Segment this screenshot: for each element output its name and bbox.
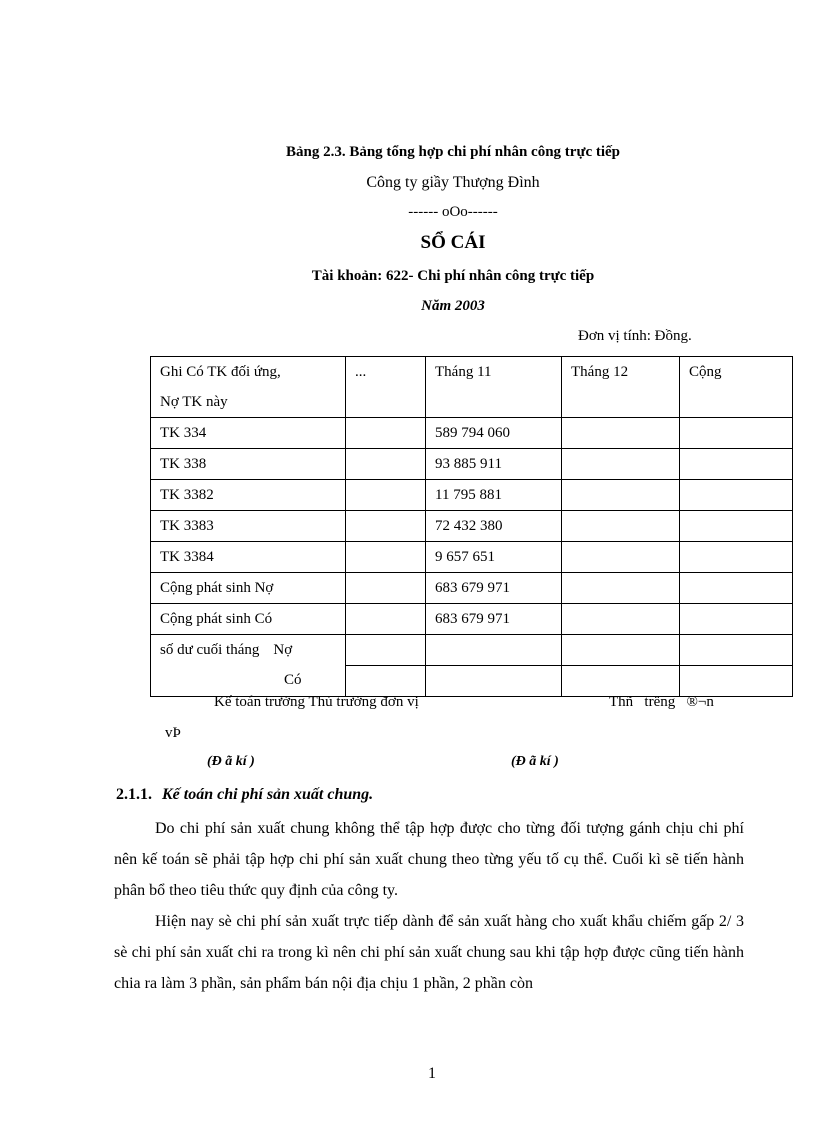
ledger-table (150, 356, 793, 697)
page-number: 1 (428, 1065, 436, 1082)
section-title: Kế toán chi phí sản xuất chung. (162, 786, 374, 803)
paragraph-2: Hiện nay sè chi phí sản xuất trực tiếp dành để sản xuất hàng cho xuất khẩu chiếm gấp 2/ 3 sè chi phí sản xuất chi ra trong kì nên chi phí sản xuất chung sau khi tập hợp được cũng tiến hành chia ra làm 3 phần, sản phẩm bán nội địa chịu 1 phần, 2 phần còn (114, 913, 744, 992)
header-nov: Tháng 11 (426, 357, 562, 418)
table-header-row (151, 357, 793, 418)
header-ellipsis: ... (346, 357, 426, 418)
table-row: Cộng phát sinh Nợ 683 679 971 (151, 573, 793, 604)
signed-left: (Đ ã kí ) (207, 754, 255, 769)
separator: ------ oOo------ (408, 204, 498, 220)
header-dec: Tháng 12 (562, 357, 680, 418)
signature-right-cont: vÞ (165, 725, 181, 741)
signature-right: Thñ trëng ®¬n (609, 694, 714, 710)
header-total: Cộng (680, 357, 793, 418)
paragraph-1: Do chi phí sản xuất chung không thể tập hợp được cho từng đối tượng gánh chịu chi phí nên kế toán sẽ phải tập hợp chi phí sản xuất chung theo từng yếu tố cụ thể. Cuối kì sẽ tiến hành phân bổ theo tiêu thức quy định của công ty. (114, 820, 744, 899)
section-heading (116, 786, 373, 804)
company-name: Công ty giầy Thượng Đình (366, 174, 540, 191)
table-row: TK 3383 72 432 380 (151, 511, 793, 542)
ledger-title: SỔ CÁI (420, 232, 486, 253)
table-row: Cộng phát sinh Có 683 679 971 (151, 604, 793, 635)
year-line: Năm 2003 (421, 298, 485, 314)
signed-right: (Đ ã kí ) (511, 754, 559, 769)
table-row: TK 3384 9 657 651 (151, 542, 793, 573)
section-number: 2.1.1. (116, 786, 152, 803)
signature-left: Kế toán trưởng Thủ trưởng đơn vị (214, 694, 419, 710)
balance-label-cell: số dư cuối tháng Nợ Có (151, 635, 346, 697)
header-account: Ghi Có TK đối ứng, Nợ TK này (151, 357, 346, 418)
balance-row-no (151, 635, 793, 666)
table-row: TK 338 93 885 911 (151, 449, 793, 480)
unit-label: Đơn vị tính: Đồng. (578, 328, 692, 344)
table-caption: Bảng 2.3. Bảng tổng hợp chi phí nhân công trực tiếp (285, 144, 621, 160)
table-row: TK 3382 11 795 881 (151, 480, 793, 511)
account-line: Tài khoản: 622- Chi phí nhân công trực tiếp (311, 268, 595, 284)
table-row: TK 334 589 794 060 (151, 418, 793, 449)
